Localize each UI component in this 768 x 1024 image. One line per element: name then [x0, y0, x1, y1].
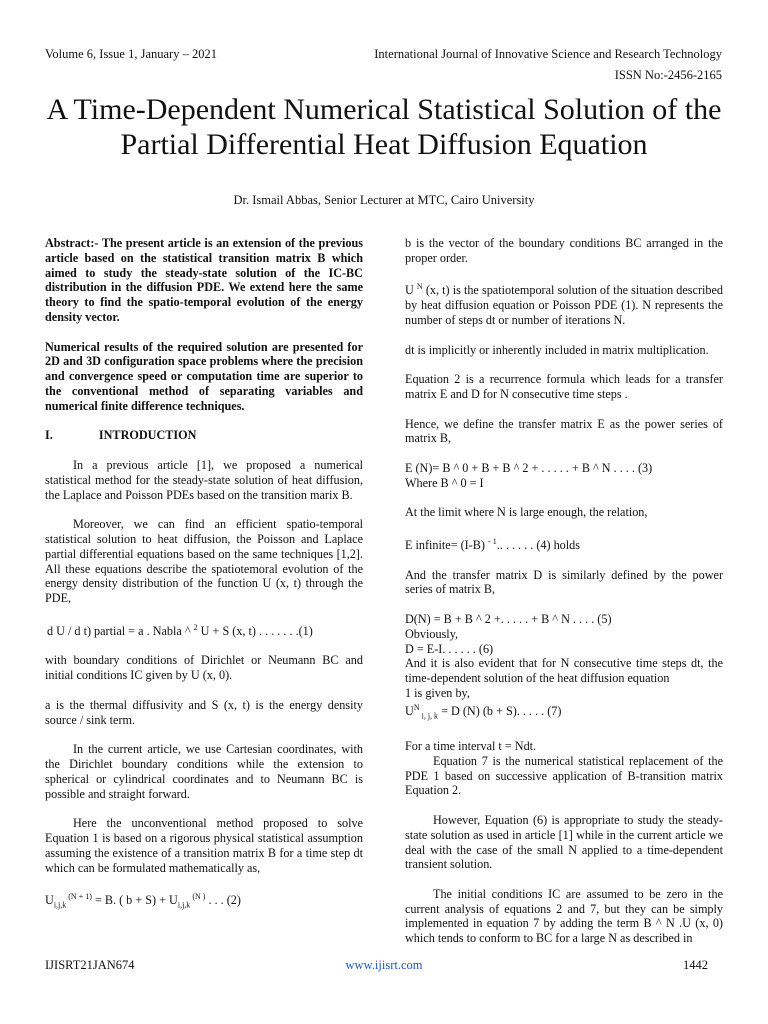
equation-6: D = E-I. . . . . . (6) — [405, 641, 494, 656]
body-paragraph-recurrence: Equation 2 is a recurrence formula which leads for a transfer matrix E and D for N consecutive time steps . — [405, 372, 723, 402]
paper-title: A Time-Dependent Numerical Statistical Solution of the Partial Differential Heat Diffusion Equation — [46, 93, 722, 161]
equation-1: d U / d t) partial = a . Nabla ^ $^2$ U + S (x, t) . . . . . . .(1) — [47, 622, 313, 638]
body-paragraph-steady-state: However, Equation (6) is appropriate to study the steady-state solution as used in article [1] while in the current article we deal with the case of the small N applied to a time-dependent transient solution. — [405, 812, 723, 872]
abstract-paragraph-1: Abstract:- The present article is an extension of the previous article based on the statistical transition matrix B which aimed to study the steady-state solution of the IC-BC distribution in the diffusion PDE. We extend here the same theory to find the spatio-temporal evolution of the energy density vector. — [45, 236, 363, 324]
body-paragraph-dt: dt is implicitly or inherently included in matrix multiplication. — [405, 342, 709, 357]
intro-paragraph-6: Here the unconventional method proposed to solve Equation 1 is based on a rigorous physical statistical assumption assuming the existence of a transition matrix B for a time step dt which can be formulated mathematically as, — [45, 816, 363, 875]
body-paragraph-given-by: 1 is given by, — [405, 686, 470, 701]
body-paragraph-solution: U $^N$ (x, t) is the spatiotemporal solution of the situation described by heat diffusion equation or Poisson PDE (1). N represents the number of steps dt or number of iterations N. — [405, 282, 723, 328]
author-line: Dr. Ismail Abbas, Senior Lecturer at MTC, Cairo University — [233, 193, 535, 207]
equation-4: E infinite= (I-B) $^{- 1}$.. . . . . . (4) holds — [405, 537, 580, 553]
equation-2: $U_{i,j,k}$ $^{(N + 1)}$ = B. ( $b + S) + U_{i,j,k}$ $^{(N )}$ . . . (2) — [45, 892, 241, 910]
body-paragraph-bc: b is the vector of the boundary conditions BC arranged in the proper order. — [405, 236, 723, 265]
equation-5-note: Obviously, — [405, 626, 459, 641]
body-paragraph-equation-7: Equation 7 is the numerical statistical replacement of the PDE 1 based on successive application of B-transition matrix Equation 2. — [405, 753, 723, 798]
volume-info: Volume 6, Issue 1, January – 2021 — [45, 47, 217, 61]
body-paragraph-initial-conditions: The initial conditions IC are assumed to be zero in the current analysis of equations 2 and 7, but they can be simply implemented in equation 7 by adding the term B ^ N .U (x, 0) which tends to conform to BC for a large N as described in — [405, 886, 723, 946]
intro-paragraph-5: In the current article, we use Cartesian coordinates, with the Dirichlet boundary conditions while the extension to spherical or cylindrical coordinates and to Neumann BC is possible and straight forward. — [45, 742, 363, 801]
journal-url-link[interactable]: www.ijisrt.com — [345, 958, 423, 972]
equation-3: E (N)= B ^ 0 + B + B ^ 2 + . . . . . + B ^ N . . . . (3) — [405, 461, 653, 476]
body-paragraph-define-e: Hence, we define the transfer matrix E as the power series of matrix B, — [405, 416, 723, 446]
abstract-paragraph-2: Numerical results of the required solution are presented for 2D and 3D configuration space problems where the precision and convergence speed or computation time are superior to the conventional method of separating variables and numerical finite difference techniques. — [45, 339, 363, 413]
intro-paragraph-1: In a previous article [1], we proposed a numerical statistical method for the steady-state solution of heat diffusion, the Laplace and Poisson PDEs based on the transition marix B. — [45, 457, 363, 502]
intro-paragraph-4: a is the thermal diffusivity and S (x, t) is the energy density source / sink term. — [45, 697, 363, 727]
issn: ISSN No:-2456-2165 — [614, 68, 722, 82]
body-paragraph-time-steps: And it is also evident that for N consecutive time steps dt, the time-dependent solution of the heat diffusion equation — [405, 656, 723, 686]
intro-paragraph-2: Moreover, we can find an efficient spatio-temporal statistical solution to heat diffusion, the Poisson and Laplace partial differential equations based on the same techniques [1,2]. All these equations describe the spatiotemoral evolution of the energy density distribution of the function U (x, t) through the PDE, — [45, 517, 363, 606]
section-number: I. — [45, 428, 53, 443]
section-title: INTRODUCTION — [98, 428, 197, 443]
intro-paragraph-3: with boundary conditions of Dirichlet or Neumann BC and initial conditions IC given by U (x, 0). — [45, 653, 363, 683]
left-column — [45, 236, 363, 928]
body-paragraph-interval: For a time interval t = Ndt. — [405, 738, 537, 753]
right-column — [405, 236, 723, 961]
equation-7: $U^N$ $_{i, j, k}$ = D (N) (b + S). . . . . (7) — [405, 702, 562, 721]
journal-name: International Journal of Innovative Science and Research Technology — [374, 47, 722, 61]
equation-3-note: Where B ^ 0 = I — [405, 475, 484, 490]
paper-id: IJISRT21JAN674 — [45, 958, 135, 972]
body-paragraph-limit: At the limit where N is large enough, the relation, — [405, 505, 648, 520]
equation-5: D(N) = B + B ^ 2 +. . . . . + B ^ N . . . . (5) — [405, 612, 612, 627]
page-number: 1442 — [683, 958, 708, 972]
body-paragraph-define-d: And the transfer matrix D is similarly defined by the power series of matrix B, — [405, 567, 723, 597]
section-heading — [45, 428, 363, 443]
